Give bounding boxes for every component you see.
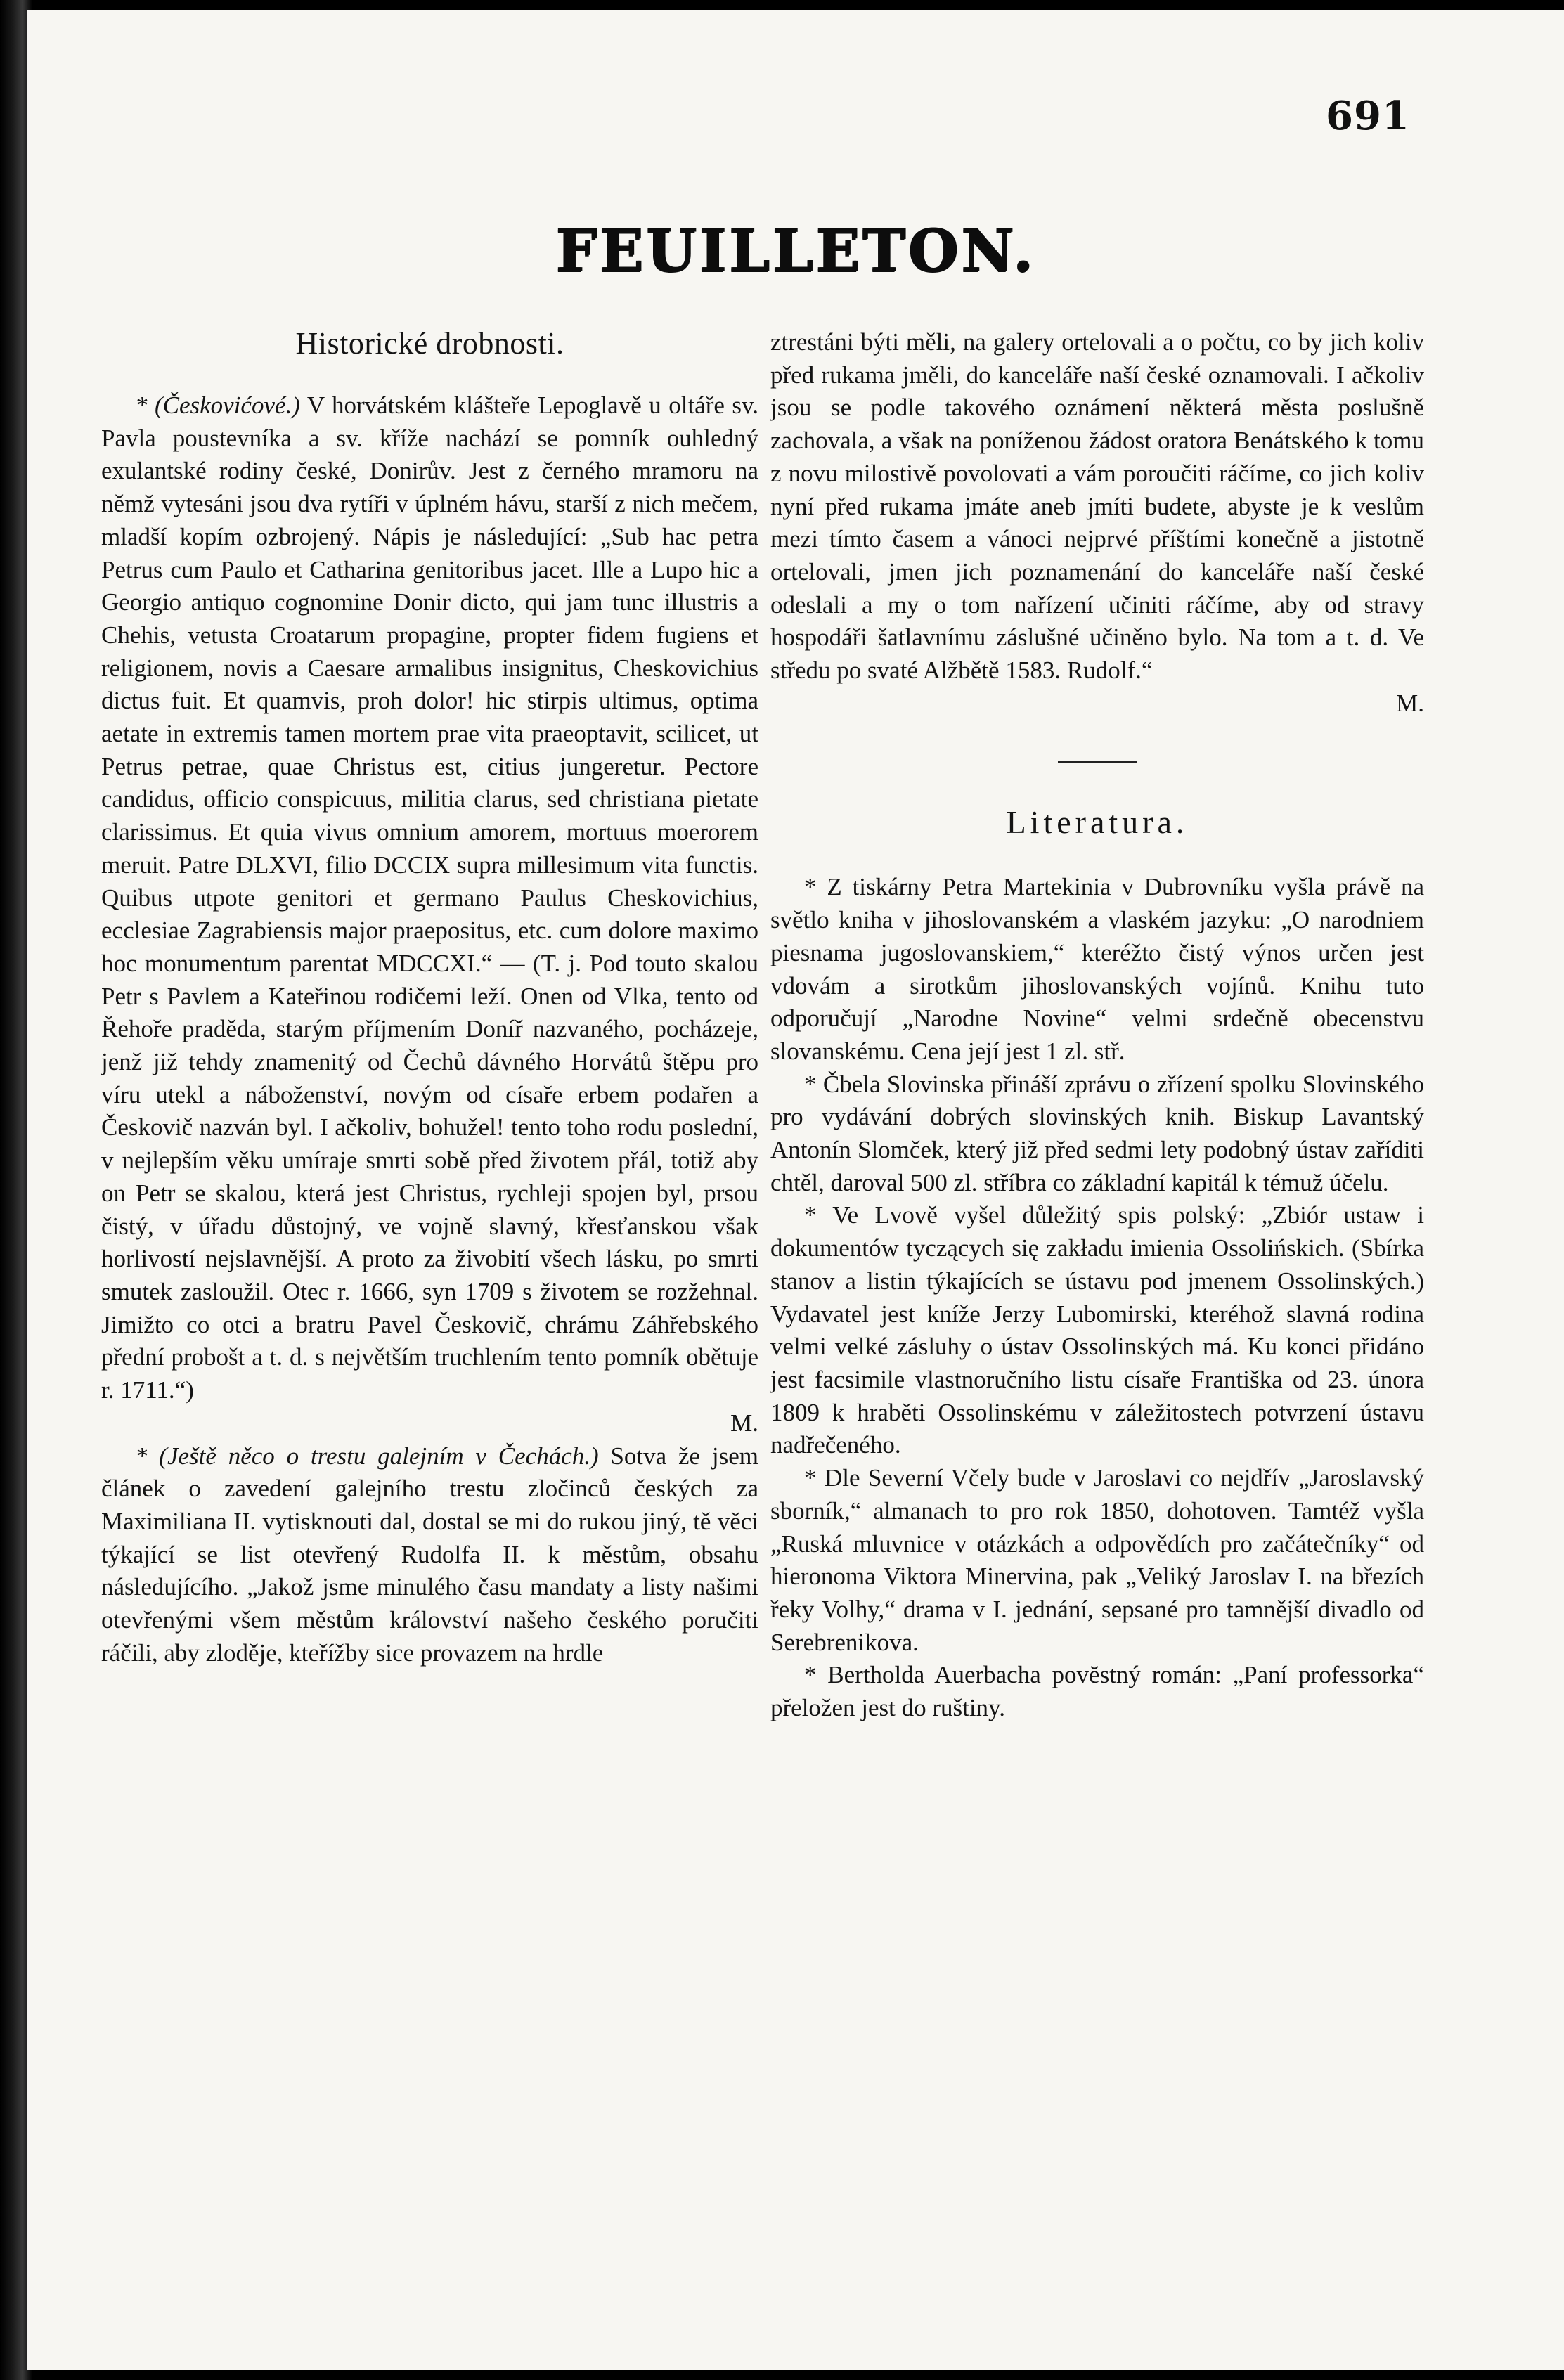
article-signoff: M. <box>1396 689 1424 717</box>
article-title: * (Českovićové.) <box>135 392 300 419</box>
article-title: * (Ještě něco o trestu galejním v Čechách.) <box>135 1442 599 1470</box>
literature-item: * Z tiskárny Petra Martekinia v Dubrovníku vyšla právě na světlo kniha v jihoslovanském a vlaském jazyku: „O narodniem piesnama jugoslovanskiem,“ kteréžto čistý výnos určen jest vdovám a sirotkům jihoslovanských vojínů. Knihu tuto odporučují „Narodne Novine“ velmi srdečně obecenstvu slovanskému. Cena její jest 1 zl. stř. <box>770 873 1424 1065</box>
article-body: V horvátském klášteře Lepoglavě u oltáře sv. Pavla poustevníka a sv. kříže nachází se pomník ouhledný exulantské rodiny české, Donirův. Jest z černého mramoru na němž vytesáni jsou dva rytíři v úplném hávu, starší z nich mečem, mladší kopím ozbrojený. Nápis je následující: „Sub hac petra Petrus cum Paulo et Catharina genitoribus jacet. Ille a Lupo hic a Georgio antiquo cognomine Donir dicto, qui jam tunc illustris a Chehis, vetusta Croatarum propagine, propter fidem fugiens et religionem, novis a Caesare armalibus insignitus, Cheskovichius dictus fuit. Et quamvis, proh dolor! hic stirpis ultimus, optima aetate in extremis tamen mortem prae vita praeoptavit, scilicet, ut Petrus petrae, quae Christus est, citius jungeretur. Pectore candidus, officio conspicuus, militia clarus, sed christiana pietate clarissimus. Et quia vivus omnium amorem, mortuus moerorem meruit. Patre DLXVI, filio DCCIX supra millesimum vita functis. Quibus utpote genitori et germano Paulus Cheskovichius, ecclesiae Zagrabiensis major praepositus, etc. cum dolore maximo hoc monumentum parentat MDCCXI.“ — (T. j. Pod touto skalou Petr s Pavlem a Kateřinou rodičemi leží. Onen od Vlka, tento od Řehoře praděda, starým příjmením Doníř nazvaného, pocházeje, jenž již tehdy znamenitý od Čechů dávného Horvátů štěpu pro víru utekl a náboženství, novým od císaře erbem podařen a Českovič nazván byl. I ačkoliv, bohužel! tento toho rodu poslední, v nejlepším věku umíraje smrti sobě před životem přál, totiž aby on Petr se skalou, která jest Christus, rychleji spojen byl, prsou čistý, v úřadu důstojný, ve vojně slavný, křesťanskou však horlivostí nejslavnější. A proto za živobití všech lásku, po smrti smutek zasloužil. Otec r. 1666, syn 1709 s životem se rozžehnal. Jimižto co otci a bratru Pavel Českovič, chrámu Záhřebského přední probošt a t. d. s největším truchlením tento pomník obětuje r. 1711.“) <box>101 392 758 1404</box>
article-body: Sotva že jsem článek o zavedení galejního trestu zločinců českých za Maximiliana II. vytisknouti dal, dostal se mi do rukou jiný, tě věci týkající se list otevřený Rudolfa II. k městům, obsahu následujícího. „Jakož jsme minulého času mandaty a listy našimi otevřenými všem městům království našeho českého poručiti ráčili, aby zloděje, kteřížby sice provazem na hrdle <box>101 1442 758 1667</box>
left-column <box>101 326 758 1669</box>
newspaper-page <box>27 10 1564 2370</box>
section-masthead: FEUILLETON. <box>555 217 1036 285</box>
section-divider <box>1058 761 1137 763</box>
article-body: ztrestáni býti měli, na galery ortelovali a o počtu, co by jich koliv před rukama jměli, do kanceláře naší české oznamovali. I ačkoliv jsou se podle takového oznámení některá města poslušně zachovala, a však na poníženou žádost oratora Benátského k tomu z novu milostivě povolovati a vám poroučiti ráčíme, co jich koliv nyní před rukama jmáte aneb jmíti budete, abyste je k veslům mezi tímto časem a vánoci nejprvé příštími konečně a jistotně ortelovali, jmen jich poznamenání do kanceláře naší české odeslali a my o tom nařízení učiniti ráčíme, aby od stravy hospodáři šatlavnímu záslušné učiněno bylo. Na tom a t. d. Ve středu po svaté Alžbětě 1583. Rudolf.“ <box>770 328 1424 685</box>
article-signoff: M. <box>730 1409 758 1437</box>
article-continuation <box>770 326 1424 687</box>
literature-item: * Čbela Slovinska přináší zprávu o zřízení spolku Slovinského pro vydávání dobrých slovinských knih. Biskup Lavantský Antonín Slomček, který již před sedmi lety podobný ústav zaříditi chtěl, daroval 500 zl. stříbra co základní kapitál k témuž účelu. <box>770 1070 1424 1196</box>
literature-heading: Literatura. <box>1006 804 1189 841</box>
article-ceskovicove <box>101 389 758 1407</box>
literature-item: * Ve Lvově vyšel důležitý spis polský: „Zbiór ustaw i dokumentów tyczących się zakładu imienia Ossolińskich. (Sbírka stanov a listin týkajících se ústavu pod jmenem Ossolinských.) Vydavatel jest kníže Jerzy Lubomirski, kteréhož slavná rodina velmi velké zásluhy o ústav Ossolinských má. Ku konci přidáno jest facsimile vlastnoručního listu císaře Františka od 23. února 1809 k hraběti Ossolinskému v záležitostech potvrzení ústavu nadřečeného. <box>770 1201 1424 1459</box>
section-heading: Historické drobnosti. <box>295 326 564 361</box>
page-number: 691 <box>1326 93 1410 139</box>
literature-item: * Bertholda Auerbacha povĕstný román: „Paní professorka“ přeložen jest do ruštiny. <box>770 1661 1424 1722</box>
article-galeje <box>101 1440 758 1670</box>
literature-item: * Dle Severní Včely bude v Jaroslavi co nejdřív „Jaroslavský sborník,“ almanach to pro rok 1850, dohotoven. Tamtéž vyšla „Ruská mluvnice v otázkách a odpovědích pro začátečníky“ od hieronoma Viktora Minervina, pak „Veliký Jaroslav I. na březích řeky Volhy,“ drama v I. jednání, sepsané pro tamnější divadlo od Serebrenikova. <box>770 1464 1424 1656</box>
right-column <box>770 326 1424 1725</box>
